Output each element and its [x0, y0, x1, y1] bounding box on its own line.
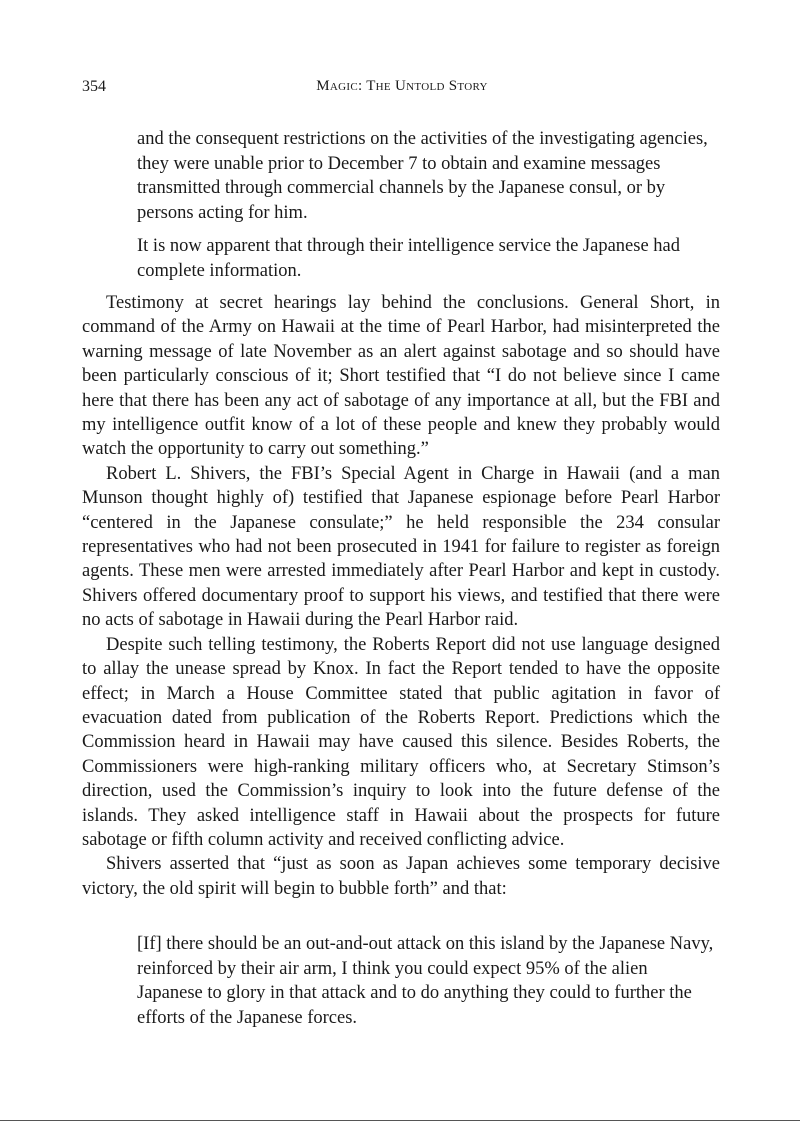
- running-head: Magic: The Untold Story: [316, 78, 488, 94]
- body-paragraph: Testimony at secret hearings lay behind the conclusions. General Short, in command of the Army on Hawaii at the time of Pearl Harbor, had misinterpreted the warning message of late November as an alert against sabotage and so should have been particularly conscious of it; Short testified that “I do not believe since I came here that there has been any act of sabotage of any importance at all, but the FBI and my intelligence outfit know of a lot of these people and knew they probably would watch the opportunity to carry out something.”: [82, 293, 720, 460]
- block-quote-top-continued: [137, 234, 717, 283]
- quote-paragraph: [If] there should be an out-and-out attack on this island by the Japanese Navy, reinforced by their air arm, I think you could expect 95% of the alien Japanese to glory in that attack and to do anything they could to further the efforts of the Japanese forces.: [137, 934, 714, 1028]
- block-quote-bottom: [137, 932, 717, 1030]
- body-paragraph: Despite such telling testimony, the Roberts Report did not use language designed to allay the unease spread by Knox. In fact the Report tended to have the opposite effect; in March a House Committee stated that public agitation in favor of evacuation dated from publication of the Roberts Report. Predictions which the Commission heard in Hawaii may have caused this silence. Besides Roberts, the Commissioners were high-ranking military officers who, at Secretary Stimson’s direction, used the Commission’s inquiry to look into the future defense of the islands. They asked intelligence staff in Hawaii about the prospects for future sabotage or fifth column activity and received conflicting advice.: [82, 634, 720, 850]
- scan-edge-line: [0, 1120, 800, 1121]
- quote-paragraph: and the consequent restrictions on the activities of the investigating agencies, they were unable prior to December 7 to obtain and examine messages transmitted through commercial channels by the Japanese consul, or by persons acting for him.: [137, 129, 708, 223]
- block-quote-top: [137, 127, 717, 225]
- quote-paragraph: It is now apparent that through their intelligence service the Japanese had complete information.: [137, 236, 680, 281]
- body-paragraph: Robert L. Shivers, the FBI’s Special Agent in Charge in Hawaii (and a man Munson thought highly of) testified that Japanese espionage before Pearl Harbor “centered in the Japanese consulate;” he held responsible the 234 consular representatives who had not been prosecuted in 1941 for failure to register as foreign agents. These men were arrested immediately after Pearl Harbor and kept in custody. Shivers offered documentary proof to support his views, and testified that there were no acts of sabotage in Hawaii during the Pearl Harbor raid.: [82, 463, 720, 631]
- page-header: [82, 78, 722, 100]
- body-text: [82, 291, 720, 901]
- page-number: 354: [82, 78, 106, 95]
- body-paragraph: Shivers asserted that “just as soon as Japan achieves some temporary decisive victory, the old spirit will begin to bubble forth” and that:: [82, 854, 720, 899]
